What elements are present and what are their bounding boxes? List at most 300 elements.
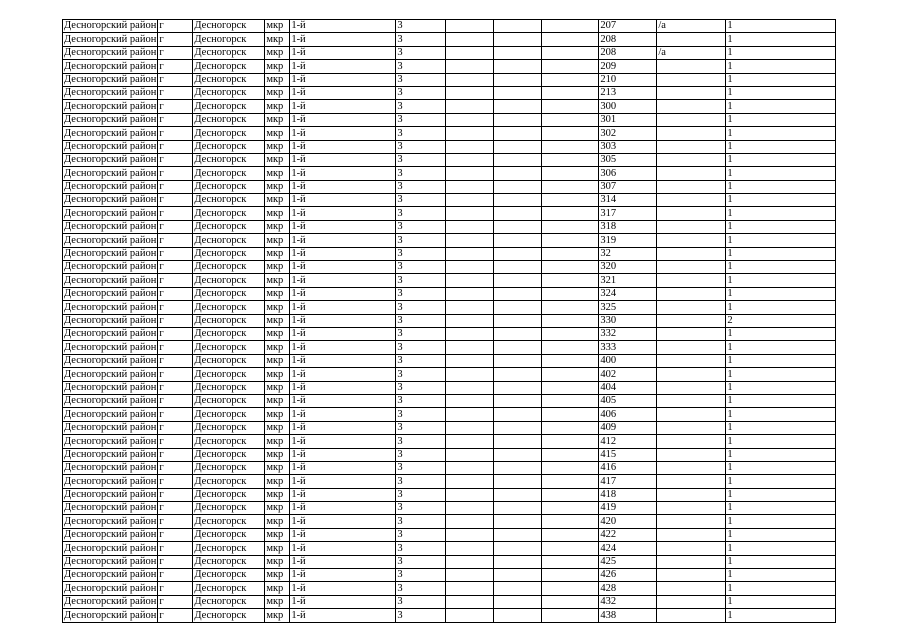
empty-cell [494,207,542,220]
house-cell: 432 [599,595,657,608]
house-suffix-cell [657,448,726,461]
house-cell: 317 [599,207,657,220]
house-cell: 301 [599,113,657,126]
house-suffix-cell [657,582,726,595]
house-suffix-cell [657,207,726,220]
district-cell: Десногорский район [64,274,157,286]
house-suffix-cell [657,220,726,233]
street-cell: 1-й [290,86,396,99]
district-cell: Десногорский район [64,395,157,407]
empty-cell [446,368,494,381]
district-cell: Десногорский район [64,261,157,273]
locality-cell: Десногорск [193,569,265,582]
building-cell: 3 [396,46,446,59]
house-cell: 400 [599,354,657,367]
building-cell: 3 [396,341,446,354]
empty-cell [446,153,494,166]
empty-cell [446,528,494,541]
locality-type-cell: г [158,140,193,153]
building-cell: 3 [396,502,446,515]
locality-cell: Десногорск [193,167,265,180]
locality-cell: Десногорск [193,153,265,166]
street-cell: 1-й [290,180,396,193]
table-row [63,314,836,327]
locality-cell: Десногорск [193,274,265,287]
empty-cell [446,421,494,434]
empty-cell [542,555,599,568]
count-cell: 1 [726,73,836,86]
table-row [63,542,836,555]
empty-cell [446,33,494,46]
house-cell: 424 [599,542,657,555]
table-row [63,140,836,153]
count-cell: 1 [726,60,836,73]
empty-cell [494,327,542,340]
house-suffix-cell [657,394,726,407]
district-cell: Десногорский район [64,515,157,527]
count-cell: 1 [726,582,836,595]
locality-cell: Десногорск [193,247,265,260]
building-cell: 3 [396,314,446,327]
building-cell: 3 [396,127,446,140]
empty-cell [542,180,599,193]
count-cell: 1 [726,528,836,541]
locality-cell: Десногорск [193,555,265,568]
count-cell: 1 [726,595,836,608]
table-row [63,247,836,260]
table-row [63,354,836,367]
locality-type-cell: г [158,73,193,86]
district-cell: Десногорский район [64,288,157,300]
house-suffix-cell [657,33,726,46]
house-cell: 32 [599,247,657,260]
street-cell: 1-й [290,448,396,461]
empty-cell [542,287,599,300]
district-cell: Десногорский район [64,221,157,233]
building-cell: 3 [396,327,446,340]
empty-cell [494,354,542,367]
house-cell: 208 [599,33,657,46]
empty-cell [446,247,494,260]
street-cell: 1-й [290,46,396,59]
table-row [63,301,836,314]
empty-cell [542,488,599,501]
house-suffix-cell [657,287,726,300]
count-cell: 2 [726,314,836,327]
count-cell: 1 [726,46,836,59]
empty-cell [494,20,542,33]
district-cell: Десногорский район [64,20,157,32]
empty-cell [446,140,494,153]
district-cell: Десногорский район [64,596,157,608]
street-cell: 1-й [290,60,396,73]
building-cell: 3 [396,582,446,595]
empty-cell [494,368,542,381]
empty-cell [542,408,599,421]
house-suffix-cell [657,327,726,340]
empty-cell [446,100,494,113]
empty-cell [446,475,494,488]
empty-cell [542,167,599,180]
street-type-cell: мкр [265,46,290,59]
empty-cell [542,274,599,287]
table-row [63,20,836,33]
table-row [63,475,836,488]
count-cell: 1 [726,207,836,220]
empty-cell [494,314,542,327]
count-cell: 1 [726,261,836,274]
house-suffix-cell [657,515,726,528]
empty-cell [542,515,599,528]
empty-cell [542,73,599,86]
locality-type-cell: г [158,113,193,126]
street-type-cell: мкр [265,448,290,461]
house-suffix-cell [657,73,726,86]
building-cell: 3 [396,153,446,166]
street-cell: 1-й [290,247,396,260]
district-cell: Десногорский район [64,33,157,45]
locality-type-cell: г [158,354,193,367]
street-type-cell: мкр [265,100,290,113]
street-type-cell: мкр [265,86,290,99]
house-cell: 412 [599,435,657,448]
house-suffix-cell [657,247,726,260]
house-cell: 324 [599,287,657,300]
table-row [63,502,836,515]
empty-cell [542,140,599,153]
empty-cell [494,261,542,274]
street-type-cell: мкр [265,502,290,515]
district-cell: Десногорский район [64,422,157,434]
table-row [63,408,836,421]
empty-cell [494,127,542,140]
locality-type-cell: г [158,86,193,99]
house-suffix-cell [657,595,726,608]
locality-type-cell: г [158,582,193,595]
district-cell: Десногорский район [64,448,157,460]
house-cell: 332 [599,327,657,340]
count-cell: 1 [726,435,836,448]
building-cell: 3 [396,394,446,407]
building-cell: 3 [396,421,446,434]
house-suffix-cell: /а [657,20,726,33]
building-cell: 3 [396,408,446,421]
district-cell: Десногорский район [64,355,157,367]
count-cell: 1 [726,20,836,33]
table-row [63,261,836,274]
address-table [62,19,836,623]
building-cell: 3 [396,73,446,86]
count-cell: 1 [726,502,836,515]
locality-cell: Десногорск [193,60,265,73]
table-row [63,609,836,622]
empty-cell [494,408,542,421]
locality-cell: Десногорск [193,234,265,247]
building-cell: 3 [396,20,446,33]
house-cell: 333 [599,341,657,354]
locality-type-cell: г [158,502,193,515]
street-type-cell: мкр [265,609,290,622]
house-suffix-cell [657,609,726,622]
locality-type-cell: г [158,274,193,287]
street-type-cell: мкр [265,394,290,407]
empty-cell [494,448,542,461]
table-row [63,274,836,287]
street-type-cell: мкр [265,60,290,73]
district-cell: Десногорский район [64,542,157,554]
district-cell: Десногорский район [64,140,157,152]
locality-type-cell: г [158,341,193,354]
building-cell: 3 [396,381,446,394]
count-cell: 1 [726,542,836,555]
count-cell: 1 [726,461,836,474]
street-cell: 1-й [290,33,396,46]
house-suffix-cell [657,354,726,367]
empty-cell [494,475,542,488]
street-type-cell: мкр [265,287,290,300]
house-suffix-cell [657,502,726,515]
empty-cell [446,73,494,86]
empty-cell [542,448,599,461]
house-cell: 319 [599,234,657,247]
locality-cell: Десногорск [193,595,265,608]
district-cell: Десногорский район [64,368,157,380]
street-type-cell: мкр [265,327,290,340]
house-cell: 416 [599,461,657,474]
district-cell: Десногорский район [64,529,157,541]
house-cell: 307 [599,180,657,193]
street-type-cell: мкр [265,542,290,555]
district-cell: Десногорский район [64,569,157,581]
street-cell: 1-й [290,569,396,582]
house-suffix-cell [657,113,726,126]
empty-cell [542,435,599,448]
house-suffix-cell [657,569,726,582]
house-suffix-cell [657,100,726,113]
table-row [63,488,836,501]
count-cell: 1 [726,167,836,180]
street-cell: 1-й [290,234,396,247]
street-type-cell: мкр [265,140,290,153]
district-cell: Десногорский район [64,408,157,420]
locality-cell: Десногорск [193,341,265,354]
locality-type-cell: г [158,515,193,528]
building-cell: 3 [396,569,446,582]
empty-cell [446,20,494,33]
locality-cell: Десногорск [193,287,265,300]
locality-type-cell: г [158,381,193,394]
count-cell: 1 [726,394,836,407]
house-suffix-cell [657,167,726,180]
table-row [63,287,836,300]
building-cell: 3 [396,488,446,501]
street-type-cell: мкр [265,435,290,448]
table-row [63,448,836,461]
table-row [63,207,836,220]
empty-cell [494,502,542,515]
empty-cell [494,609,542,622]
locality-cell: Десногорск [193,194,265,207]
building-cell: 3 [396,234,446,247]
house-suffix-cell [657,381,726,394]
empty-cell [542,127,599,140]
empty-cell [494,569,542,582]
house-cell: 406 [599,408,657,421]
empty-cell [446,569,494,582]
district-cell: Десногорский район [64,167,157,179]
count-cell: 1 [726,194,836,207]
district-cell: Десногорский район [64,47,157,59]
house-cell: 330 [599,314,657,327]
district-cell: Десногорский район [64,181,157,193]
empty-cell [494,194,542,207]
building-cell: 3 [396,140,446,153]
empty-cell [494,582,542,595]
street-cell: 1-й [290,274,396,287]
locality-cell: Десногорск [193,408,265,421]
empty-cell [542,542,599,555]
locality-cell: Десногорск [193,582,265,595]
count-cell: 1 [726,100,836,113]
count-cell: 1 [726,341,836,354]
building-cell: 3 [396,167,446,180]
empty-cell [542,261,599,274]
house-cell: 303 [599,140,657,153]
count-cell: 1 [726,381,836,394]
empty-cell [542,461,599,474]
street-type-cell: мкр [265,381,290,394]
street-cell: 1-й [290,435,396,448]
street-cell: 1-й [290,488,396,501]
empty-cell [494,274,542,287]
street-cell: 1-й [290,354,396,367]
table-row [63,153,836,166]
building-cell: 3 [396,461,446,474]
street-cell: 1-й [290,113,396,126]
district-cell: Десногорский район [64,609,157,621]
empty-cell [446,301,494,314]
district-cell: Десногорский район [64,582,157,594]
house-cell: 314 [599,194,657,207]
locality-cell: Десногорск [193,220,265,233]
building-cell: 3 [396,609,446,622]
street-type-cell: мкр [265,528,290,541]
table-row [63,421,836,434]
district-cell: Десногорский район [64,475,157,487]
locality-cell: Десногорск [193,475,265,488]
count-cell: 1 [726,448,836,461]
house-suffix-cell [657,408,726,421]
empty-cell [542,528,599,541]
empty-cell [542,354,599,367]
count-cell: 1 [726,368,836,381]
count-cell: 1 [726,140,836,153]
district-cell: Десногорский район [64,60,157,72]
building-cell: 3 [396,207,446,220]
empty-cell [494,301,542,314]
locality-type-cell: г [158,153,193,166]
table-row [63,327,836,340]
empty-cell [494,435,542,448]
locality-cell: Десногорск [193,207,265,220]
empty-cell [446,180,494,193]
house-suffix-cell [657,140,726,153]
empty-cell [446,46,494,59]
street-cell: 1-й [290,394,396,407]
street-type-cell: мкр [265,167,290,180]
street-type-cell: мкр [265,569,290,582]
street-type-cell: мкр [265,234,290,247]
count-cell: 1 [726,86,836,99]
locality-type-cell: г [158,327,193,340]
locality-type-cell: г [158,542,193,555]
house-cell: 438 [599,609,657,622]
locality-type-cell: г [158,127,193,140]
count-cell: 1 [726,327,836,340]
locality-cell: Десногорск [193,73,265,86]
house-suffix-cell [657,180,726,193]
empty-cell [494,46,542,59]
table-row [63,569,836,582]
house-suffix-cell [657,234,726,247]
house-suffix-cell [657,542,726,555]
locality-type-cell: г [158,609,193,622]
street-type-cell: мкр [265,421,290,434]
locality-cell: Десногорск [193,261,265,274]
count-cell: 1 [726,153,836,166]
building-cell: 3 [396,86,446,99]
house-cell: 300 [599,100,657,113]
district-cell: Десногорский район [64,73,157,85]
empty-cell [494,86,542,99]
district-cell: Десногорский район [64,194,157,206]
street-type-cell: мкр [265,595,290,608]
locality-cell: Десногорск [193,113,265,126]
street-cell: 1-й [290,502,396,515]
street-type-cell: мкр [265,220,290,233]
building-cell: 3 [396,220,446,233]
empty-cell [446,194,494,207]
empty-cell [446,609,494,622]
empty-cell [542,368,599,381]
building-cell: 3 [396,515,446,528]
empty-cell [542,33,599,46]
house-suffix-cell [657,301,726,314]
empty-cell [494,461,542,474]
table-row [63,555,836,568]
count-cell: 1 [726,569,836,582]
table-row [63,368,836,381]
empty-cell [494,247,542,260]
count-cell: 1 [726,113,836,126]
empty-cell [494,542,542,555]
house-cell: 209 [599,60,657,73]
locality-cell: Десногорск [193,314,265,327]
district-cell: Десногорский район [64,435,157,447]
street-cell: 1-й [290,461,396,474]
empty-cell [446,341,494,354]
locality-cell: Десногорск [193,33,265,46]
locality-type-cell: г [158,220,193,233]
street-type-cell: мкр [265,555,290,568]
count-cell: 1 [726,609,836,622]
street-cell: 1-й [290,194,396,207]
house-cell: 415 [599,448,657,461]
district-cell: Десногорский район [64,87,157,99]
empty-cell [542,207,599,220]
street-type-cell: мкр [265,408,290,421]
empty-cell [542,301,599,314]
